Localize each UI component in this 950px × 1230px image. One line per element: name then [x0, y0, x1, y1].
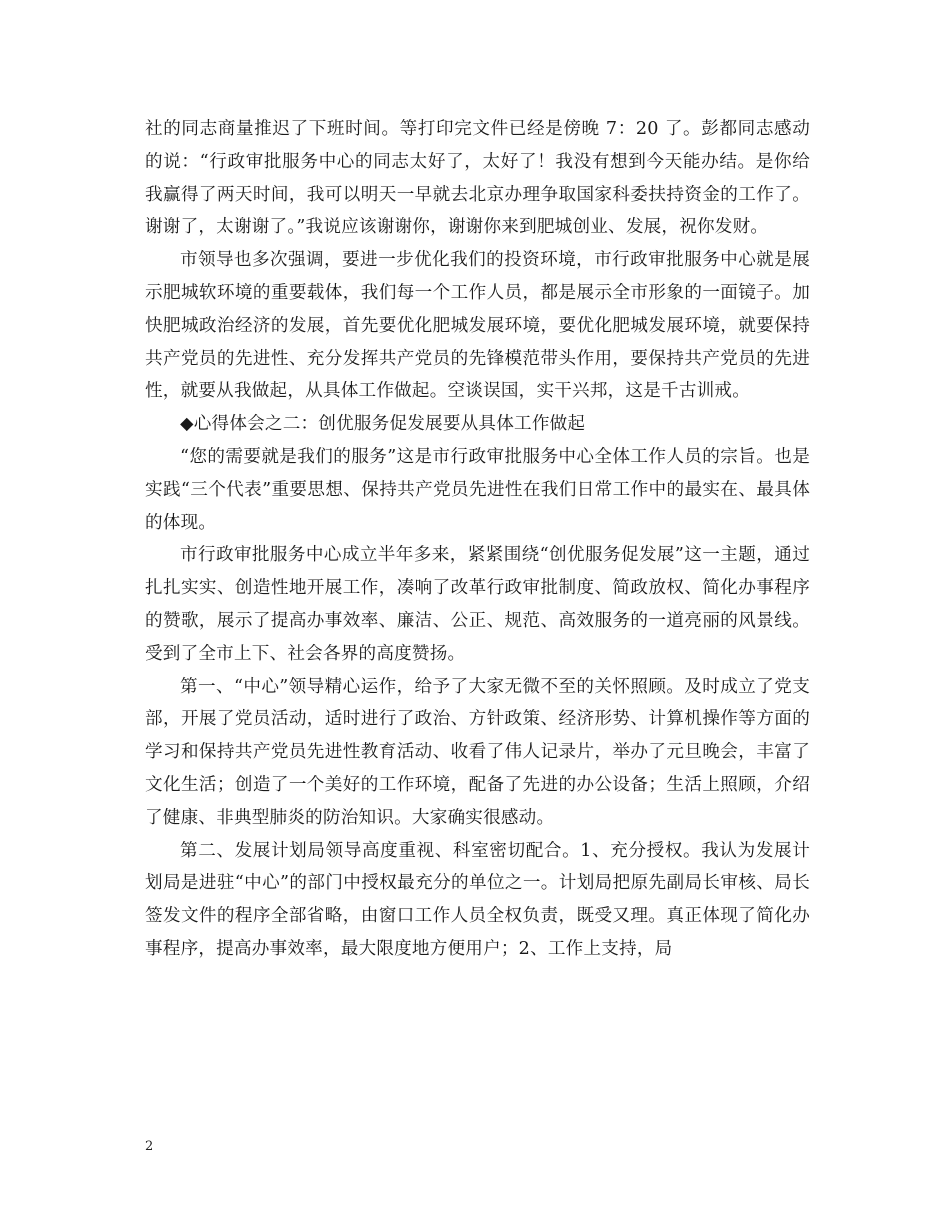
paragraph-continued: 社的同志商量推迟了下班时间。等打印完文件已经是傍晚 7：20 了。彭都同志感动的说：“行政审批服务中心的同志太好了，太好了！我没有想到今天能办结。是你给我赢得了两天时间，我可以明天一早就去北京办理争取国家科委扶持资金的工作了。谢谢了，太谢谢了。”我说应该谢谢你，谢谢你来到肥城创业、发展，祝你发财。 — [145, 119, 810, 238]
paragraph: “您的需要就是我们的服务”这是市行政审批服务中心全体工作人员的宗旨。也是实践“三个代表”重要思想、保持共产党员先进性在我们日常工作中的最实在、最具体的体现。 — [145, 446, 810, 533]
paragraph: 市领导也多次强调，要进一步优化我们的投资环境，市行政审批服务中心就是展示肥城软环境的重要载体，我们每一个工作人员，都是展示全市形象的一面镜子。加快肥城政治经济的发展，首先要优化肥城发展环境，要优化肥城发展环境，就要保持共产党员的先进性、充分发挥共产党员的先锋模范带头作用，要保持共产党员的先进性，就要从我做起，从具体工作做起。空谈误国，实干兴邦，这是千古训戒。 — [145, 250, 810, 402]
section-heading: ◆心得体会之二：创优服务促发展要从具体工作做起 — [180, 414, 586, 435]
paragraph: 第一、“中心”领导精心运作，给予了大家无微不至的关怀照顾。及时成立了党支部，开展了党员活动，适时进行了政治、方针政策、经济形势、计算机操作等方面的学习和保持共产党员先进性教育活动、收看了伟人记录片，举办了元旦晚会，丰富了文化生活；创造了一个美好的工作环境，配备了先进的办公设备；生活上照顾，介绍了健康、非典型肺炎的防治知识。大家确实很感动。 — [145, 676, 810, 828]
document-body — [145, 113, 810, 966]
paragraph: 市行政审批服务中心成立半年多来，紧紧围绕“创优服务促发展”这一主题，通过扎扎实实、创造性地开展工作，凑响了改革行政审批制度、简政放权、简化办事程序的赞歌，展示了提高办事效率、廉洁、公正、规范、高效服务的一道亮丽的风景线。受到了全市上下、社会各界的高度赞扬。 — [145, 545, 810, 664]
paragraph: 第二、发展计划局领导高度重视、科室密切配合。1、充分授权。我认为发展计划局是进驻“中心”的部门中授权最充分的单位之一。计划局把原先副局长审核、局长签发文件的程序全部省略，由窗口工作人员全权负责，既受又理。真正体现了简化办事程序，提高办事效率，最大限度地方便用户；2、工作上支持，局 — [145, 840, 810, 959]
page-number: 2 — [145, 1139, 154, 1154]
